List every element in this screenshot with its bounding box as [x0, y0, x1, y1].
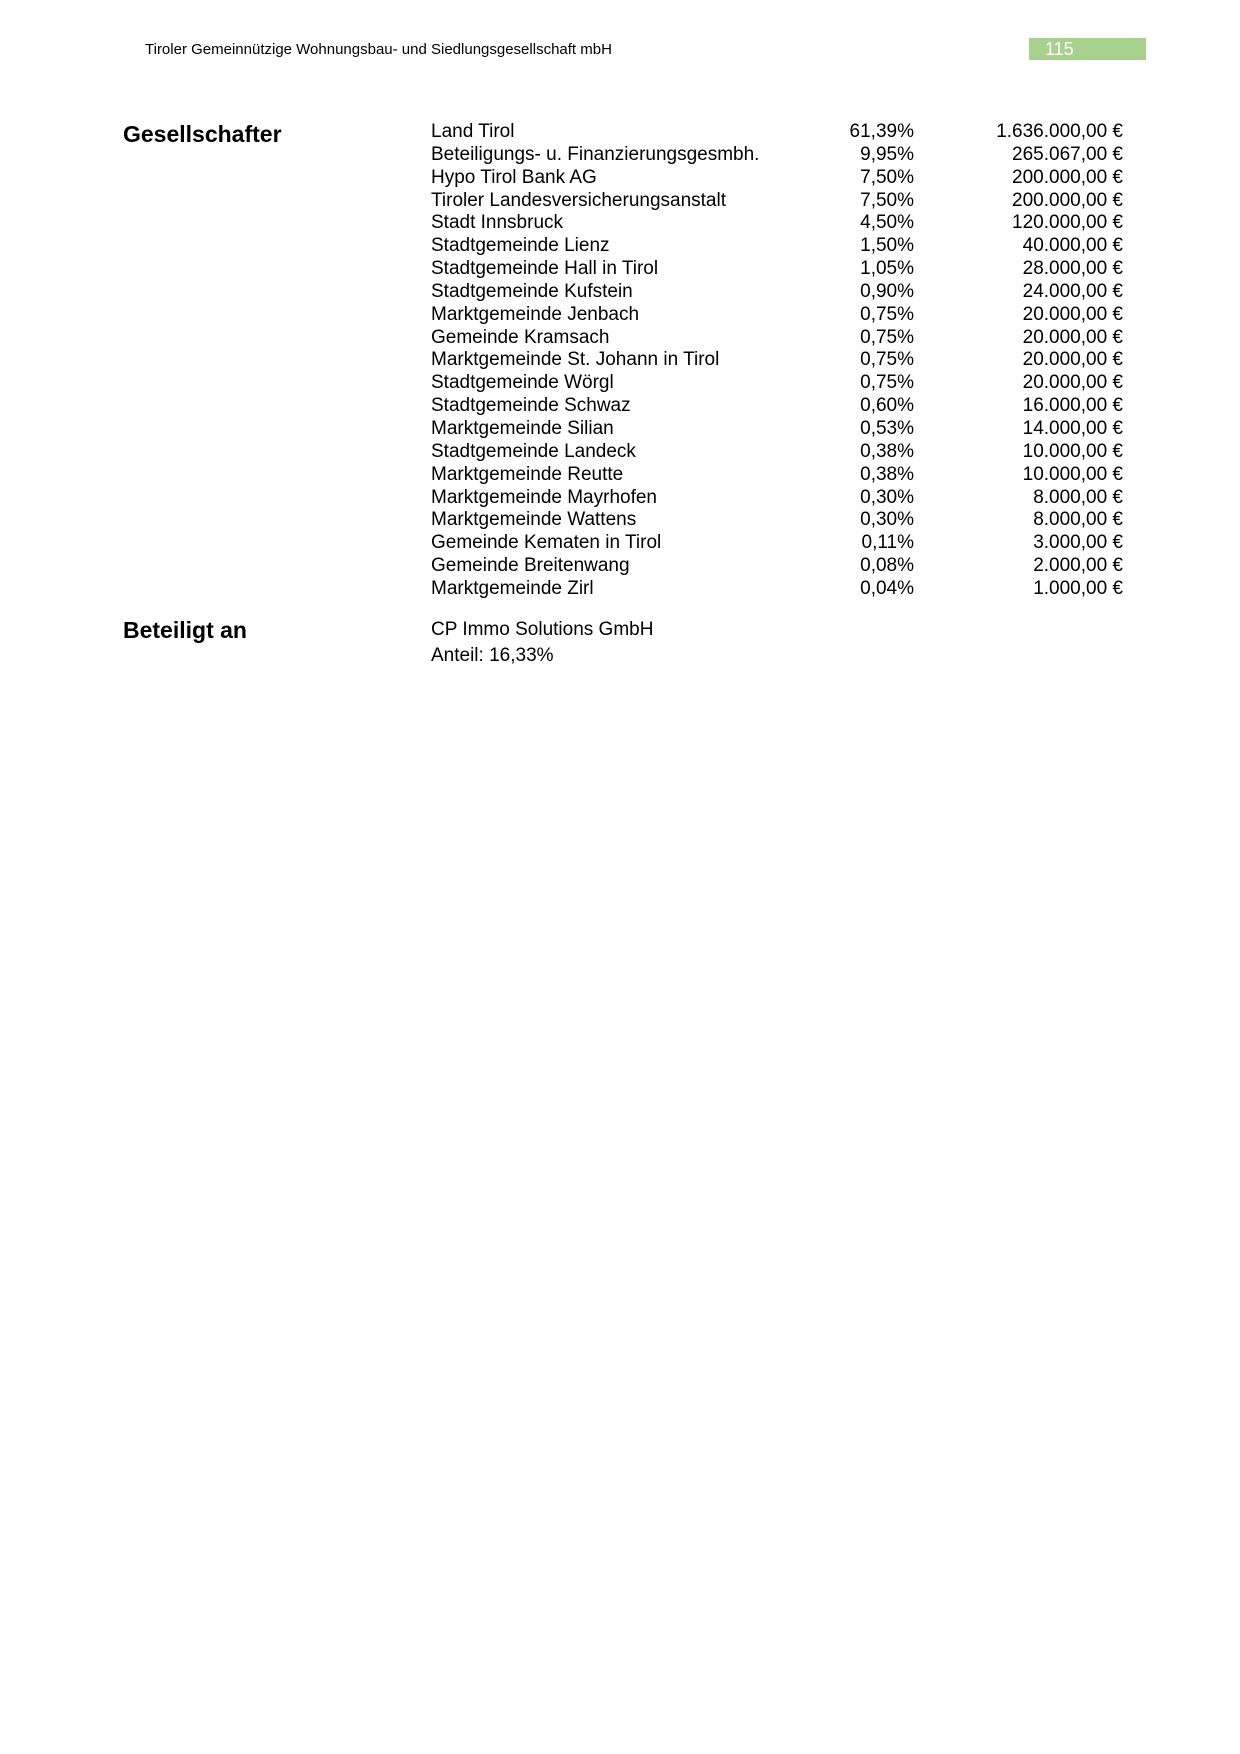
shareholder-share: 0,38% — [860, 440, 914, 462]
table-row — [431, 487, 1131, 510]
shareholder-share: 0,08% — [860, 555, 914, 577]
shareholder-amount: 16.000,00 € — [1022, 395, 1123, 417]
table-row — [431, 418, 1131, 441]
running-header: Tiroler Gemeinnützige Wohnungsbau- und Siedlungsgesellschaft mbH — [145, 41, 612, 58]
shareholder-name: Hypo Tirol Bank AG — [431, 166, 597, 188]
table-row — [431, 372, 1131, 395]
participation-block — [431, 617, 653, 669]
shareholder-amount: 200.000,00 € — [1012, 189, 1123, 211]
shareholder-share: 1,05% — [860, 258, 914, 280]
table-row — [431, 349, 1131, 372]
shareholder-amount: 2.000,00 € — [1033, 555, 1123, 577]
shareholder-table — [431, 121, 1131, 601]
shareholder-share: 9,95% — [860, 143, 914, 165]
table-row — [431, 281, 1131, 304]
shareholder-amount: 20.000,00 € — [1022, 349, 1123, 371]
shareholder-name: Stadtgemeinde Kufstein — [431, 280, 633, 302]
shareholder-share: 4,50% — [860, 212, 914, 234]
shareholder-amount: 10.000,00 € — [1022, 440, 1123, 462]
shareholder-amount: 28.000,00 € — [1022, 258, 1123, 280]
shareholder-name: Marktgemeinde Mayrhofen — [431, 486, 657, 508]
table-row — [431, 578, 1131, 601]
shareholder-share: 0,11% — [861, 532, 914, 554]
table-row — [431, 144, 1131, 167]
shareholder-amount: 24.000,00 € — [1022, 280, 1123, 302]
shareholder-amount: 14.000,00 € — [1022, 417, 1123, 439]
table-row — [431, 441, 1131, 464]
shareholder-share: 0,30% — [860, 486, 914, 508]
shareholder-amount: 3.000,00 € — [1033, 532, 1123, 554]
table-row — [431, 212, 1131, 235]
shareholder-name: Marktgemeinde St. Johann in Tirol — [431, 349, 720, 371]
shareholder-name: Marktgemeinde Wattens — [431, 509, 637, 531]
shareholder-name: Marktgemeinde Reutte — [431, 463, 624, 485]
shareholder-amount: 10.000,00 € — [1022, 463, 1123, 485]
shareholder-amount: 1.636.000,00 € — [996, 121, 1123, 142]
shareholder-share: 0,75% — [860, 349, 914, 371]
table-row — [431, 121, 1131, 144]
shareholder-name: Stadt Innsbruck — [431, 212, 564, 234]
shareholder-name: Stadtgemeinde Schwaz — [431, 395, 631, 417]
shareholder-amount: 40.000,00 € — [1022, 235, 1123, 257]
table-row — [431, 235, 1131, 258]
participation-company: CP Immo Solutions GmbH — [431, 619, 654, 640]
shareholder-share: 0,90% — [860, 280, 914, 302]
shareholder-share: 0,75% — [860, 326, 914, 348]
shareholder-name: Stadtgemeinde Wörgl — [431, 372, 614, 394]
table-row — [431, 464, 1131, 487]
shareholder-name: Gemeinde Kramsach — [431, 326, 610, 348]
shareholder-share: 0,38% — [860, 463, 914, 485]
shareholder-amount: 20.000,00 € — [1022, 326, 1123, 348]
table-row — [431, 532, 1131, 555]
shareholder-name: Marktgemeinde Silian — [431, 417, 614, 439]
shareholder-share: 61,39% — [849, 121, 914, 142]
shareholder-amount: 8.000,00 € — [1033, 509, 1123, 531]
table-row — [431, 395, 1131, 418]
shareholder-amount: 20.000,00 € — [1022, 303, 1123, 325]
shareholder-share: 0,75% — [860, 303, 914, 325]
shareholder-amount: 200.000,00 € — [1012, 166, 1123, 188]
table-row — [431, 509, 1131, 532]
table-row — [431, 327, 1131, 350]
shareholder-share: 0,60% — [860, 395, 914, 417]
shareholder-share: 1,50% — [860, 235, 914, 257]
shareholder-amount: 20.000,00 € — [1022, 372, 1123, 394]
shareholder-share: 0,75% — [860, 372, 914, 394]
shareholder-name: Tiroler Landesversicherungsanstalt — [431, 189, 727, 211]
shareholder-share: 0,53% — [860, 417, 914, 439]
shareholder-name: Gemeinde Breitenwang — [431, 555, 630, 577]
shareholder-name: Marktgemeinde Jenbach — [431, 303, 640, 325]
shareholder-name: Stadtgemeinde Lienz — [431, 235, 610, 257]
table-row — [431, 555, 1131, 578]
shareholder-share: 7,50% — [860, 189, 914, 211]
shareholder-name: Marktgemeinde Zirl — [431, 577, 594, 599]
table-row — [431, 190, 1131, 213]
shareholder-amount: 8.000,00 € — [1033, 486, 1123, 508]
table-row — [431, 304, 1131, 327]
shareholder-name: Stadtgemeinde Landeck — [431, 440, 636, 462]
shareholder-amount: 265.067,00 € — [1012, 143, 1123, 165]
shareholder-share: 7,50% — [860, 166, 914, 188]
shareholder-name: Land Tirol — [431, 121, 515, 142]
participation-heading: Beteiligt an — [123, 617, 247, 643]
shareholder-name: Beteiligungs- u. Finanzierungsgesmbh. — [431, 143, 760, 165]
shareholder-share: 0,04% — [860, 577, 914, 599]
shareholder-share: 0,30% — [860, 509, 914, 531]
table-row — [431, 167, 1131, 190]
table-row — [431, 258, 1131, 281]
shareholder-amount: 1.000,00 € — [1033, 577, 1123, 599]
shareholder-amount: 120.000,00 € — [1012, 212, 1123, 234]
shareholder-name: Stadtgemeinde Hall in Tirol — [431, 258, 659, 280]
shareholders-heading: Gesellschafter — [123, 121, 282, 147]
participation-share: Anteil: 16,33% — [431, 645, 554, 666]
shareholder-name: Gemeinde Kematen in Tirol — [431, 532, 662, 554]
page-number: 115 — [1029, 38, 1146, 60]
